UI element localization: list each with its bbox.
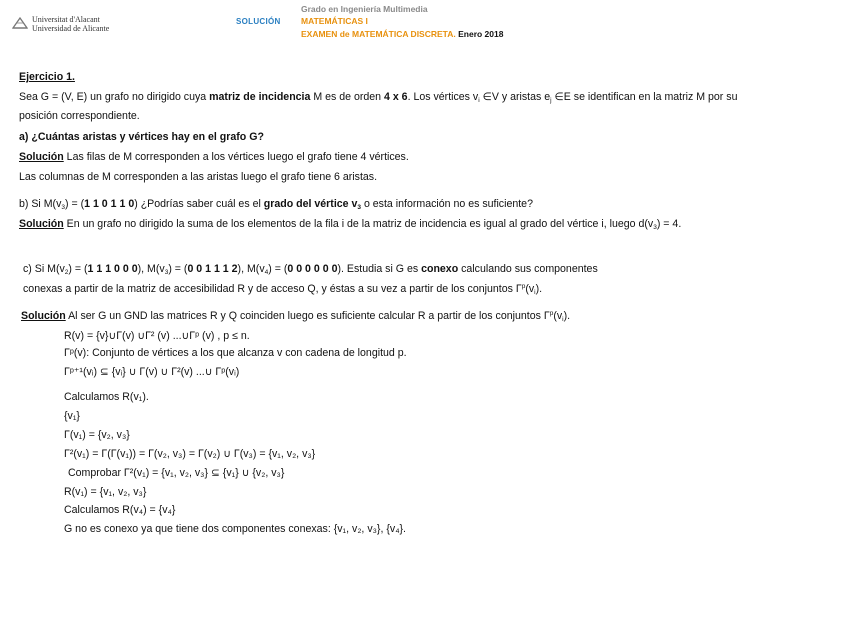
university-logo-icon xyxy=(12,16,28,30)
solution-label: Solución xyxy=(21,310,66,322)
question-c-line-2: conexas a partir de la matriz de accesibilidad R y de acceso Q, y éstas a su vez a partir de los conjuntos $\Gamma^p(v_i)$. xyxy=(23,283,543,296)
university-name xyxy=(32,15,109,33)
question-b: b) Si $M(v_3) = (1$ 1 0 1 1 0) ¿Podrías saber cuál es el grado del vértice $v_3$ o esta información no es suficiente? xyxy=(19,198,533,211)
solution-tag: SOLUCIÓN xyxy=(236,17,281,26)
solution-a-line-2: Las columnas de M corresponden a las aristas luego el grafo tiene 6 aristas. xyxy=(19,171,378,183)
calc-r-v1: Calculamos R(v₁). xyxy=(64,391,149,403)
gamma-v1: Γ(v₁) = {v₂, v₃} xyxy=(64,429,130,441)
solution-b: Solución En un grafo no dirigido la suma de los elementos de la fila i de la matriz de incidencia es igual al grado del vértice i, luego $d(v_3) = 4$. xyxy=(19,218,682,231)
exercise-title: Ejercicio 1. xyxy=(19,71,75,83)
reach-definition: R(v) = {v}∪Γ(v) ∪Γ² (v) ...∪Γᵖ (v) , p ≤ n. xyxy=(64,330,250,342)
gamma2-v1: Γ²(v₁) = Γ(Γ(v₁)) = Γ(v₂, v₃) = Γ(v₂) ∪ Γ(v₃) = {v₁, v₂, v₃} xyxy=(64,448,316,460)
solution-label: Solución xyxy=(19,151,64,163)
set-v1: {v₁} xyxy=(64,410,80,422)
university-line-1: Universitat d'Alacant xyxy=(32,15,100,24)
question-a: a) ¿Cuántas aristas y vértices hay en el grafo G? xyxy=(19,131,264,143)
calc-r-v4: Calculamos R(v₄) = {v₄} xyxy=(64,504,176,516)
question-c-line-1: c) Si $M(v_2) = (1$ 1 1 0 0 0), $M(v_3) = (0$ 0 1 1 1 2), $M(v_4) = (0$ 0 0 0 0 0). Estudia si G es conexo calculando sus componentes xyxy=(23,263,598,276)
solution-c: Solución Al ser G un GND las matrices R y Q coinciden luego es suficiente calcular R a partir de los conjuntos $\Gamma^p(v_i)$. xyxy=(21,310,571,323)
gamma-inclusion: Γᵖ⁺¹(vᵢ) ⊆ {vᵢ} ∪ Γ(v) ∪ Γ²(v) ...∪ Γᵖ(vᵢ) xyxy=(64,366,240,378)
degree-title: Grado en Ingeniería Multimedia xyxy=(301,4,428,14)
statement-line-1: Sea G = (V, E) un grafo no dirigido cuya matriz de incidencia M es de orden 4 x 6. Los vértices $v_i$ ∈V y aristas $e_j$ ∈E se identifican en la matriz M por su xyxy=(19,91,738,104)
university-line-2: Universidad de Alicante xyxy=(32,24,110,33)
statement-line-2: posición correspondiente. xyxy=(19,110,140,122)
exam-date: Enero 2018 xyxy=(458,29,504,39)
exam-title: EXAMEN de MATEMÁTICA DISCRETA xyxy=(301,29,454,39)
check-inclusion: Comprobar Γ²(v₁) = {v₁, v₂, v₃} ⊆ {v₁} ∪ {v₂, v₃} xyxy=(68,467,285,479)
solution-label: Solución xyxy=(19,218,64,230)
conclusion: G no es conexo ya que tiene dos componentes conexas: {v₁, v₂, v₃}, {v₄}. xyxy=(64,523,406,535)
gamma-definition: Γᵖ(v): Conjunto de vértices a los que alcanza v con cadena de longitud p. xyxy=(64,347,407,359)
exam-line: EXAMEN de MATEMÁTICA DISCRETA. Enero 2018 xyxy=(301,29,504,39)
r-v1-result: R(v₁) = {v₁, v₂, v₃} xyxy=(64,486,147,498)
subject-title: MATEMÁTICAS I xyxy=(301,16,368,26)
solution-a-line-1: Solución Las filas de M corresponden a los vértices luego el grafo tiene 4 vértices. xyxy=(19,151,409,163)
